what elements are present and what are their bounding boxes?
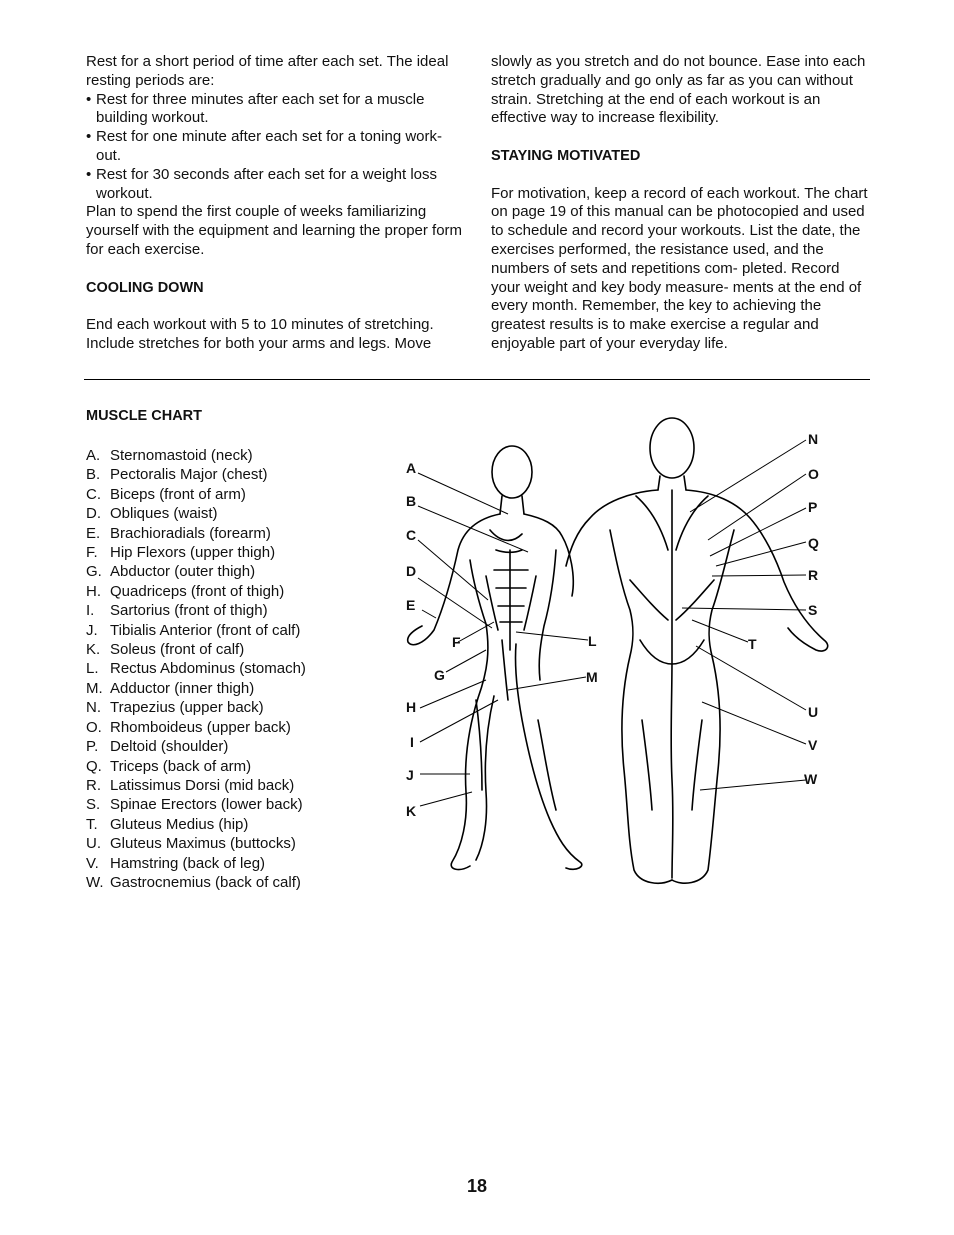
muscle-name: Sternomastoid (neck) xyxy=(110,447,253,464)
rest-bullet-list xyxy=(86,91,466,204)
muscle-name: Rhomboideus (upper back) xyxy=(110,718,291,736)
muscle-letter: P. xyxy=(86,738,99,756)
muscle-name: Obliques (waist) xyxy=(110,505,218,523)
right-column xyxy=(491,53,871,354)
muscle-figure-illustration xyxy=(390,400,850,890)
muscle-list-item xyxy=(86,679,306,698)
rest-bullet: • Rest for 30 seconds after each set for a weight loss workout. xyxy=(86,166,466,204)
figure-label-t: T xyxy=(748,636,757,652)
muscle-list-item xyxy=(86,718,306,737)
muscle-name: Trapezius (upper back) xyxy=(110,699,264,717)
muscle-list-item xyxy=(86,562,306,581)
muscle-list-item xyxy=(86,621,306,640)
muscle-letter: I. xyxy=(86,602,95,620)
stretch-paragraph: slowly as you stretch and do not bounce. Ease into each stretch gradually and go only as far as you can without strain. Stretching at the end of each workout is an effective way to increase flexibility. xyxy=(491,53,866,127)
figure-label-f: F xyxy=(452,634,461,650)
staying-motivated-paragraph: For motivation, keep a record of each workout. The chart on page 19 of this manual can be photocopied and used to schedule and record your workouts. List the date, the exercises performed, the resistance used, and the numbers of sets and repetitions com- pleted. Record your weight and key body measure- ments at the end of every month. Remember, the key to achieving the greatest results is to make exercise a regular and enjoyable part of your everyday life. xyxy=(491,184,868,352)
muscle-name: Soleus (front of calf) xyxy=(110,641,245,659)
figure-label-p: P xyxy=(808,499,818,515)
muscle-list-item xyxy=(86,582,306,601)
figure-label-m: M xyxy=(586,669,598,685)
muscle-name: Biceps (front of arm) xyxy=(110,485,246,503)
figure-label-j: J xyxy=(406,767,414,783)
muscle-name: Tibialis Anterior (front of calf) xyxy=(110,621,301,639)
muscle-list-item xyxy=(86,873,306,892)
muscle-list-item xyxy=(86,446,306,465)
muscle-list-item xyxy=(86,834,306,853)
muscle-letter: S. xyxy=(86,796,101,814)
muscle-name: Triceps (back of arm) xyxy=(110,757,252,775)
muscle-letter: R. xyxy=(86,776,101,794)
muscle-letter: N. xyxy=(86,699,101,717)
figure-label-c: C xyxy=(406,527,417,543)
muscle-name: Adductor (inner thigh) xyxy=(110,679,255,697)
muscle-letter: K. xyxy=(86,641,101,659)
muscle-letter: F. xyxy=(86,544,98,562)
muscle-name: Quadriceps (front of thigh) xyxy=(110,582,285,600)
muscle-list-item xyxy=(86,737,306,756)
muscle-name: Pectoralis Major (chest) xyxy=(110,466,268,484)
muscle-letter: G. xyxy=(86,563,102,581)
cooling-down-heading: COOLING DOWN xyxy=(86,279,204,296)
muscle-list-item xyxy=(86,543,306,562)
left-column xyxy=(86,53,466,354)
muscle-list-item xyxy=(86,524,306,543)
muscle-chart-title: MUSCLE CHART xyxy=(86,408,202,424)
figure-label-a: A xyxy=(406,460,417,476)
muscle-letter: U. xyxy=(86,835,101,853)
muscle-list-item xyxy=(86,601,306,620)
muscle-letter: M. xyxy=(86,679,103,697)
muscle-letter: L. xyxy=(86,660,99,678)
figure-label-g: G xyxy=(434,667,445,683)
muscle-list-item xyxy=(86,698,306,717)
figure-label-k: K xyxy=(406,803,417,819)
muscle-list-item xyxy=(86,795,306,814)
muscle-list-item xyxy=(86,815,306,834)
muscle-list-item xyxy=(86,465,306,484)
muscle-name: Spinae Erectors (lower back) xyxy=(110,796,303,814)
muscle-name: Latissimus Dorsi (mid back) xyxy=(110,776,295,794)
muscle-list-item xyxy=(86,757,306,776)
muscle-letter: E. xyxy=(86,524,101,542)
rest-bullet: • Rest for three minutes after each set for a muscle building workout. xyxy=(86,91,466,129)
muscle-list xyxy=(86,446,306,892)
muscle-name: Brachioradials (forearm) xyxy=(110,524,271,542)
figure-label-o: O xyxy=(808,466,819,482)
muscle-name: Gluteus Medius (hip) xyxy=(110,815,249,833)
figure-label-u: U xyxy=(808,704,819,720)
muscle-letter: Q. xyxy=(86,757,102,775)
figure-label-b: B xyxy=(406,493,417,509)
rest-bullet: • Rest for one minute after each set for a toning work- out. xyxy=(86,128,466,166)
muscle-name: Gluteus Maximus (buttocks) xyxy=(110,835,296,853)
muscle-name: Rectus Abdominus (stomach) xyxy=(110,660,306,678)
muscle-letter: T. xyxy=(86,815,98,833)
muscle-name: Gastrocnemius (back of calf) xyxy=(110,873,301,891)
figure-label-i: I xyxy=(410,734,414,750)
cooling-down-paragraph: End each workout with 5 to 10 minutes of stretching. Include stretches for both your arms and legs. Move xyxy=(86,316,434,352)
muscle-letter: D. xyxy=(86,505,101,523)
muscle-list-item xyxy=(86,640,306,659)
muscle-list-item xyxy=(86,485,306,504)
figure-label-r: R xyxy=(808,567,819,583)
staying-motivated-heading: STAYING MOTIVATED xyxy=(491,147,641,164)
figure-label-h: H xyxy=(406,699,417,715)
back-body-figure xyxy=(566,418,828,883)
muscle-letter: B. xyxy=(86,466,101,484)
muscle-letter: W. xyxy=(86,873,104,891)
section-divider xyxy=(84,379,870,380)
muscle-letter: V. xyxy=(86,854,99,872)
muscle-name: Hip Flexors (upper thigh) xyxy=(110,544,276,562)
page-number: 18 xyxy=(466,1176,488,1196)
figure-label-l: L xyxy=(588,633,597,649)
figure-label-e: E xyxy=(406,597,416,613)
muscle-list-item xyxy=(86,504,306,523)
muscle-letter: J. xyxy=(86,621,98,639)
muscle-letter: O. xyxy=(86,718,102,736)
figure-label-q: Q xyxy=(808,535,819,551)
muscle-name: Sartorius (front of thigh) xyxy=(110,602,268,620)
front-body-figure xyxy=(408,446,582,869)
figure-label-v: V xyxy=(808,737,818,753)
figure-label-d: D xyxy=(406,563,417,579)
muscle-name: Abductor (outer thigh) xyxy=(110,563,256,581)
figure-label-s: S xyxy=(808,602,818,618)
muscle-name: Hamstring (back of leg) xyxy=(110,854,266,872)
muscle-letter: A. xyxy=(86,447,101,464)
figure-label-w: W xyxy=(804,771,818,787)
plan-paragraph: Plan to spend the first couple of weeks familiarizing yourself with the equipment and learning the proper form for each exercise. xyxy=(86,203,463,258)
muscle-letter: H. xyxy=(86,582,101,600)
muscle-name: Deltoid (shoulder) xyxy=(110,738,229,756)
figure-label-n: N xyxy=(808,431,819,447)
muscle-letter: C. xyxy=(86,485,101,503)
rest-intro: Rest for a short period of time after each set. The ideal resting periods are: xyxy=(86,53,449,89)
muscle-list-item xyxy=(86,659,306,678)
muscle-list-item xyxy=(86,776,306,795)
muscle-list-item xyxy=(86,854,306,873)
